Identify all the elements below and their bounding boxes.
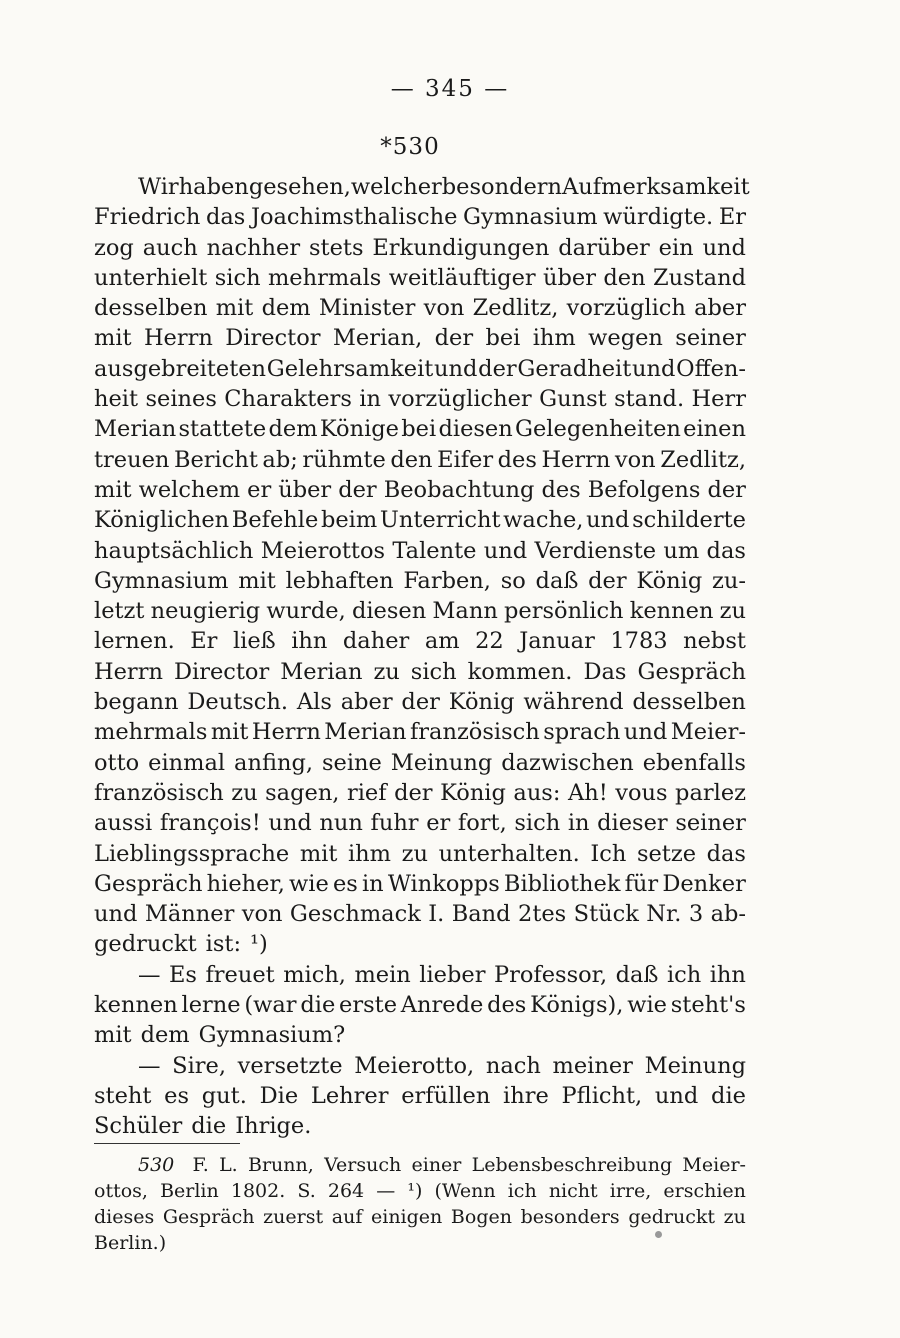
text-line: aussi françois! und nun fuhr er fort, sich in dieser seiner	[94, 810, 746, 837]
text-line: letzt neugierig wurde, diesen Mann persönlich kennen zu	[94, 598, 746, 625]
footnote	[94, 1152, 746, 1256]
text-line: hauptsächlich Meierottos Talente und Verdienste um das	[94, 537, 746, 564]
text-line: zog auch nachher stets Erkundigungen darüber ein und	[94, 234, 746, 261]
text-line: — Sire, versetzte Meierotto, nach meiner Meinung	[138, 1052, 746, 1079]
text-line: dieses Gespräch zuerst auf einigen Bogen besonders gedruckt zu	[94, 1206, 746, 1228]
text-line: Berlin.)	[94, 1232, 167, 1254]
page-number: — 345 —	[390, 76, 510, 102]
text-line: mehrmals mit Herrn Merian französisch sprach und Meier-	[94, 719, 746, 746]
text-line: mit welchem er über der Beobachtung des Befolgens der	[94, 476, 746, 503]
text-line: lernen. Er ließ ihn daher am 22 Januar 1783 nebst	[94, 628, 746, 655]
text-line: gedruckt ist: ¹)	[94, 931, 268, 958]
paper-speck	[655, 1231, 662, 1238]
text-line: französisch zu sagen, rief der König aus: Ah! vous parlez	[94, 779, 746, 806]
text-line: — Es freuet mich, mein lieber Professor, daß ich ihn	[138, 961, 746, 988]
text-line: mit Herrn Director Merian, der bei ihm wegen seiner	[94, 325, 746, 352]
text-line: begann Deutsch. Als aber der König während desselben	[94, 689, 746, 716]
text-line: ausgebreiteten Gelehrsamkeit und der Geradheit und Offen-	[94, 355, 746, 382]
text-line: Schüler die Ihrige.	[94, 1113, 312, 1140]
text-line: otto einmal anfing, seine Meinung dazwischen ebenfalls	[94, 749, 746, 776]
text-line: Gymnasium mit lebhaften Farben, so daß der König zu-	[94, 567, 746, 594]
text-line: mit dem Gymnasium?	[94, 1022, 346, 1049]
text-line: treuen Bericht ab; rühmte den Eifer des Herrn von Zedlitz,	[94, 446, 746, 473]
text-line: heit seines Charakters in vorzüglicher Gunst stand. Herr	[94, 386, 746, 413]
text-line: Gespräch hieher, wie es in Winkopps Bibliothek für Denker	[94, 870, 746, 897]
text-line: ottos, Berlin 1802. S. 264 — ¹) (Wenn ich nicht irre, erschien	[94, 1180, 746, 1202]
text-line: 530 F. L. Brunn, Versuch einer Lebensbeschreibung Meier-	[138, 1154, 746, 1176]
text-line: Wir haben gesehen, welcher besondern Aufmerksamkeit	[138, 174, 750, 200]
text-line: Friedrich das Joachimsthalische Gymnasium würdigte. Er	[94, 204, 746, 231]
text-line: Lieblingssprache mit ihm zu unterhalten. Ich setze das	[94, 840, 746, 867]
text-line: Königlichen Befehle beim Unterricht wache, und schilderte	[94, 507, 746, 534]
text-line: desselben mit dem Minister von Zedlitz, vorzüglich aber	[94, 295, 746, 322]
footnote-number: 530	[138, 1154, 175, 1176]
text-line: Herrn Director Merian zu sich kommen. Das Gespräch	[94, 658, 746, 685]
footnote-divider	[94, 1143, 240, 1144]
text-line: kennen lerne (war die erste Anrede des Königs), wie steht's	[94, 992, 746, 1019]
entry-number: *530	[380, 134, 440, 160]
text-line: unterhielt sich mehrmals weitläuftiger über den Zustand	[94, 264, 746, 291]
text-line: Merian stattete dem Könige bei diesen Gelegenheiten einen	[94, 416, 746, 443]
text-line: und Männer von Geschmack I. Band 2tes Stück Nr. 3 ab-	[94, 901, 746, 928]
body-text	[94, 172, 750, 1142]
text-line: steht es gut. Die Lehrer erfüllen ihre Pflicht, und die	[94, 1082, 746, 1109]
